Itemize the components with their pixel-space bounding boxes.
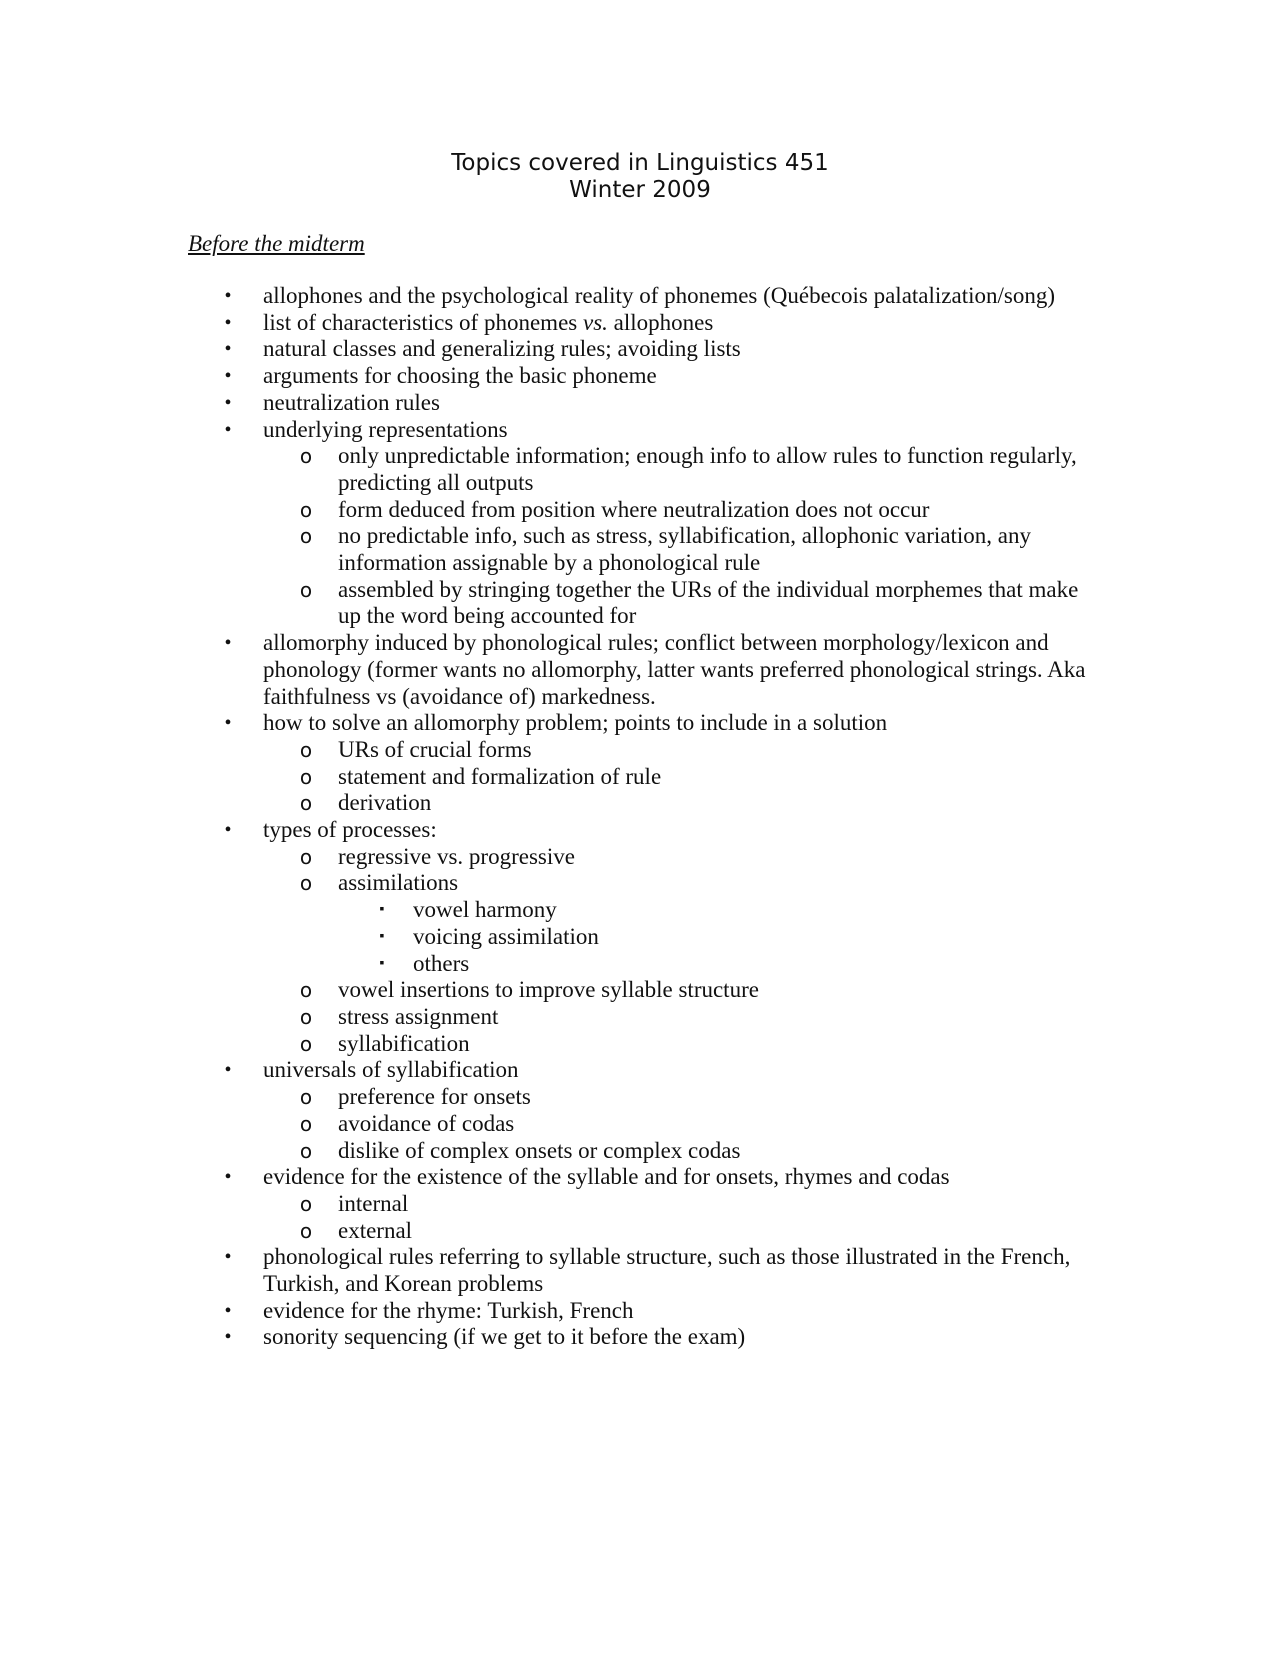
bullet-icon: • bbox=[224, 632, 232, 655]
circle-bullet-icon: o bbox=[299, 791, 313, 816]
circle-bullet-icon: o bbox=[299, 844, 313, 869]
bullet-icon: • bbox=[224, 1326, 232, 1349]
circle-bullet-icon: o bbox=[299, 497, 313, 522]
bullet-icon: • bbox=[224, 311, 232, 334]
sub-list-item: o avoidance of codas bbox=[0, 1111, 1280, 1138]
document-title: Topics covered in Linguistics 451 bbox=[451, 150, 829, 176]
sub-list-item: o preference for onsets bbox=[0, 1084, 1280, 1111]
bullet-icon: • bbox=[224, 1299, 232, 1322]
sub-list-item: o statement and formalization of rule bbox=[0, 764, 1280, 791]
circle-bullet-icon: o bbox=[299, 737, 313, 762]
sub-sub-list-item: ▪ vowel harmony bbox=[0, 897, 1280, 924]
sub-list-item: o internal bbox=[0, 1191, 1280, 1218]
circle-bullet-icon: o bbox=[299, 1138, 313, 1163]
list-item: • natural classes and generalizing rules; avoiding lists bbox=[0, 336, 1280, 363]
square-bullet-icon: ▪ bbox=[379, 928, 385, 944]
bullet-icon: • bbox=[224, 1166, 232, 1189]
circle-bullet-icon: o bbox=[299, 1004, 313, 1029]
circle-bullet-icon: o bbox=[299, 1191, 313, 1216]
sub-list-item: o only unpredictable information; enough info to allow rules to function regularly, predicting all outputs bbox=[0, 443, 1280, 496]
list-item: • underlying representations bbox=[0, 417, 1280, 444]
list-item: • arguments for choosing the basic phoneme bbox=[0, 363, 1280, 390]
bullet-icon: • bbox=[224, 285, 232, 307]
circle-bullet-icon: o bbox=[299, 871, 313, 896]
sub-list-item: o regressive vs. progressive bbox=[0, 844, 1280, 871]
bullet-icon: • bbox=[224, 418, 232, 441]
list-item: • allomorphy induced by phonological rules; conflict between morphology/lexicon and phonology (former wants no allomorphy, latter wants preferred phonological strings. Aka faithfulness vs (avoidance of) markedness. bbox=[0, 630, 1280, 710]
circle-bullet-icon: o bbox=[299, 764, 313, 789]
sub-list-item: o assembled by stringing together the URs of the individual morphemes that make up the word being accounted for bbox=[0, 577, 1280, 630]
sub-list-item: o stress assignment bbox=[0, 1004, 1280, 1031]
sub-list-item: o no predictable info, such as stress, syllabification, allophonic variation, any information assignable by a phonological rule bbox=[0, 523, 1280, 576]
document-subtitle: Winter 2009 bbox=[569, 177, 711, 203]
list-item: • evidence for the rhyme: Turkish, French bbox=[0, 1298, 1280, 1325]
list-item: • list of characteristics of phonemes vs. allophones bbox=[0, 310, 1280, 337]
bullet-icon: • bbox=[224, 365, 232, 388]
square-bullet-icon: ▪ bbox=[379, 902, 385, 918]
bullet-icon: • bbox=[224, 1246, 232, 1269]
bullet-icon: • bbox=[224, 391, 232, 414]
bullet-icon: • bbox=[224, 712, 232, 735]
sub-list-item: o form deduced from position where neutralization does not occur bbox=[0, 497, 1280, 524]
sub-list-item: o vowel insertions to improve syllable structure bbox=[0, 977, 1280, 1004]
sub-list-item: o dislike of complex onsets or complex codas bbox=[0, 1138, 1280, 1165]
list-item: • neutralization rules bbox=[0, 390, 1280, 417]
list-item: • universals of syllabification bbox=[0, 1057, 1280, 1084]
circle-bullet-icon: o bbox=[299, 1031, 313, 1056]
bullet-icon: • bbox=[224, 338, 232, 361]
list-item: • phonological rules referring to syllable structure, such as those illustrated in the French, Turkish, and Korean problems bbox=[0, 1244, 1280, 1297]
sub-list-item: o URs of crucial forms bbox=[0, 737, 1280, 764]
circle-bullet-icon: o bbox=[299, 1085, 313, 1110]
sub-list-item: o external bbox=[0, 1218, 1280, 1245]
sub-sub-list-item: ▪ others bbox=[0, 951, 1280, 978]
circle-bullet-icon: o bbox=[299, 524, 313, 549]
circle-bullet-icon: o bbox=[299, 577, 313, 602]
sub-sub-list-item: ▪ voicing assimilation bbox=[0, 924, 1280, 951]
sub-list-item: o assimilations bbox=[0, 870, 1280, 897]
bullet-icon: • bbox=[224, 1059, 232, 1082]
bullet-icon: • bbox=[224, 819, 232, 842]
circle-bullet-icon: o bbox=[299, 1111, 313, 1136]
circle-bullet-icon: o bbox=[299, 1218, 313, 1243]
list-item: • types of processes: bbox=[0, 817, 1280, 844]
sub-list-item: o derivation bbox=[0, 790, 1280, 817]
list-item: • sonority sequencing (if we get to it before the exam) bbox=[0, 1324, 1280, 1351]
circle-bullet-icon: o bbox=[299, 444, 313, 469]
list-item: • evidence for the existence of the syllable and for onsets, rhymes and codas bbox=[0, 1164, 1280, 1191]
list-item: • how to solve an allomorphy problem; points to include in a solution bbox=[0, 710, 1280, 737]
sub-list-item: o syllabification bbox=[0, 1031, 1280, 1058]
square-bullet-icon: ▪ bbox=[379, 955, 385, 971]
topic-list bbox=[0, 283, 1280, 1351]
circle-bullet-icon: o bbox=[299, 978, 313, 1003]
list-item: • allophones and the psychological reality of phonemes (Québecois palatalization/song) bbox=[0, 283, 1280, 310]
section-heading: Before the midterm bbox=[188, 231, 365, 256]
